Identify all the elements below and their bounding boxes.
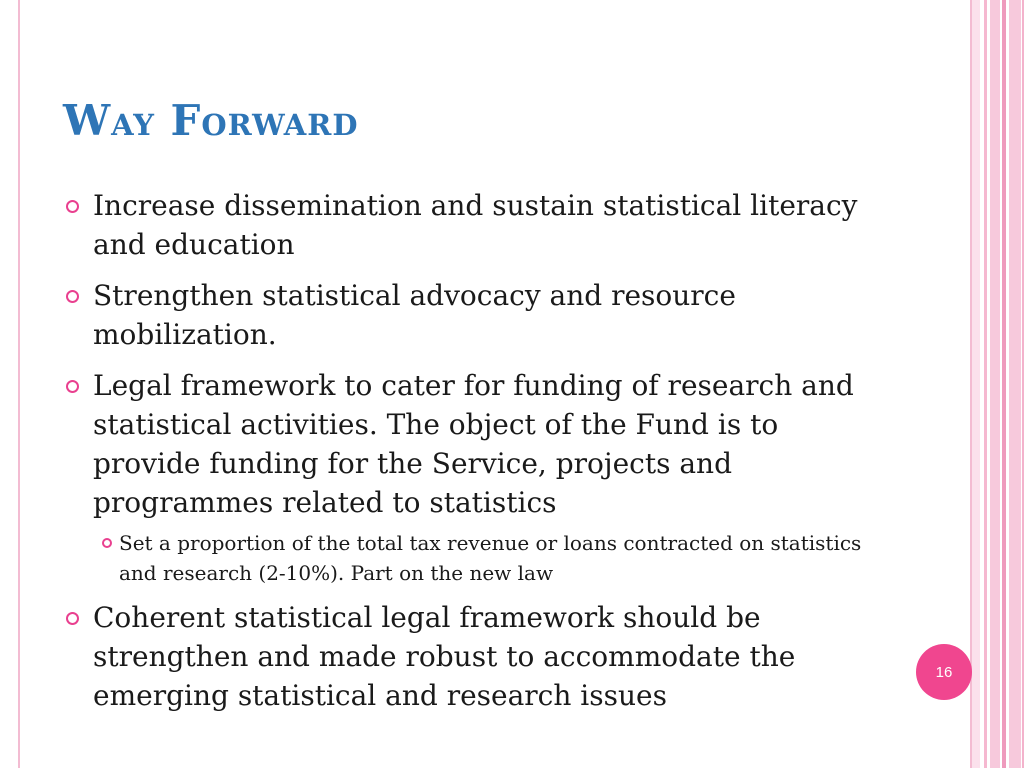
- sub-bullet-circle-icon: [102, 538, 112, 548]
- stripe: [1009, 0, 1021, 768]
- sub-bullet-item: [93, 528, 880, 588]
- bullet-item: [60, 186, 880, 264]
- bullet-circle-icon: [66, 290, 79, 303]
- bullet-text: Legal framework to cater for funding of research and statistical activities. The object of the Fund is to provide funding for the Service, projects and programmes related to statistics: [93, 369, 854, 519]
- bullet-item: [60, 366, 880, 522]
- bullet-text: Increase dissemination and sustain statistical literacy and education: [93, 189, 858, 261]
- bullet-text: Strengthen statistical advocacy and resource mobilization.: [93, 279, 736, 351]
- bullet-circle-icon: [66, 612, 79, 625]
- stripe: [1002, 0, 1006, 768]
- bullet-circle-icon: [66, 380, 79, 393]
- bullet-list: [60, 186, 880, 727]
- decorative-stripes: [972, 0, 1024, 768]
- bullet-item: [60, 598, 880, 715]
- sub-bullet-text: Set a proportion of the total tax revenue or loans contracted on statistics and research (2-10%). Part on the new law: [119, 531, 862, 585]
- bullet-item: [60, 276, 880, 354]
- bullet-text: Coherent statistical legal framework should be strengthen and made robust to accommodate the emerging statistical and research issues: [93, 601, 796, 712]
- page-number-badge: 16: [916, 644, 972, 700]
- stripe: [990, 0, 1000, 768]
- slide-title: Way Forward: [63, 96, 359, 145]
- stripe: [972, 0, 980, 768]
- stripe: [984, 0, 987, 768]
- bullet-circle-icon: [66, 200, 79, 213]
